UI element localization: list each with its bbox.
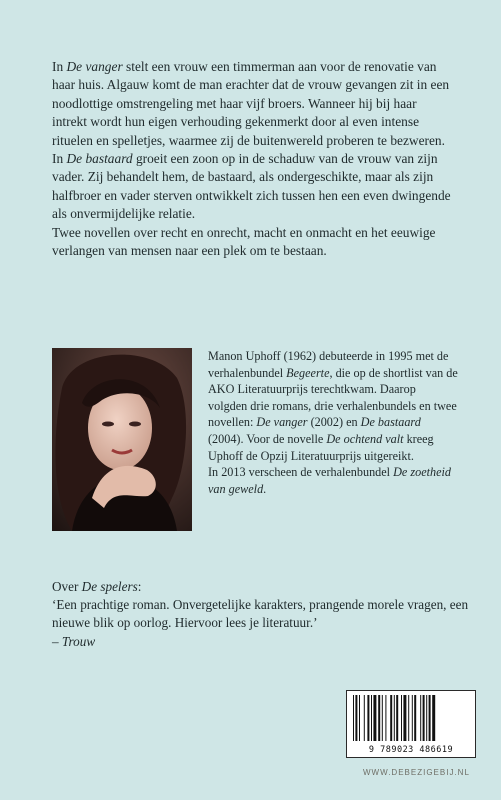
barcode-bar bbox=[371, 695, 372, 741]
text: (2002) en bbox=[307, 415, 361, 430]
text: kreeg Uphoff de Opzij Literatuurprijs uitgereikt. bbox=[208, 431, 434, 463]
blurb bbox=[52, 58, 452, 260]
text: – bbox=[52, 633, 62, 649]
quote-heading bbox=[52, 578, 472, 596]
text: (2004). Voor de novelle bbox=[208, 431, 327, 446]
barcode-bar bbox=[429, 695, 431, 741]
book-title: De zoetheid van geweld bbox=[208, 465, 451, 496]
barcode-bar bbox=[390, 695, 392, 741]
publisher-url: WWW.DEBEZIGEBIJ.NL bbox=[363, 768, 470, 777]
barcode-bar bbox=[414, 695, 416, 741]
book-title: Begeerte bbox=[286, 365, 330, 380]
barcode-bar bbox=[378, 695, 380, 741]
text: In 2013 verscheen de verhalenbundel bbox=[208, 465, 394, 480]
blurb-paragraph-de-vanger bbox=[52, 58, 452, 150]
text: , die op de shortlist van de AKO Literatuurprijs terechtkwam. Daarop volgden drie romans, drie verhalenbundels en twee novellen: bbox=[208, 365, 458, 430]
text: Manon Uphoff (1962) debuteerde in 1995 met de verhalenbundel bbox=[208, 349, 449, 380]
author-photo bbox=[52, 348, 192, 531]
book-title: De bastaard bbox=[66, 151, 133, 167]
book-title: De spelers bbox=[81, 579, 138, 594]
barcode-bar bbox=[412, 695, 413, 741]
barcode-bar bbox=[403, 695, 406, 741]
text: . bbox=[263, 481, 267, 496]
text: groeit een zoon op in de schaduw van de vrouw van zijn vader. Zij behandelt hem, de bastaard, als ondergeschikte, maar als zijn halfbroer en vader sterven ontwikkelt zich tussen hen een even dwingende als onvermijdelijke relatie. bbox=[52, 151, 451, 222]
review-quote bbox=[52, 578, 472, 651]
barcode-bar bbox=[355, 695, 357, 741]
text: Over bbox=[52, 579, 82, 594]
author-bio bbox=[208, 348, 458, 497]
barcode-bar bbox=[367, 695, 369, 741]
text: stelt een vrouw een timmerman aan voor de renovatie van haar huis. Algauw komt de man erachter dat de vrouw gevangen zit in een noodlottige omstrengeling met haar vijf broers. Wanneer hij bij haar intrekt wordt hun eigen verhouding gekenmerkt door al even intense rituelen en spelletjes, waarmee zij de buitenwereld proberen te bezweren. bbox=[52, 59, 450, 148]
source-name: Trouw bbox=[61, 633, 96, 649]
book-title: De vanger bbox=[256, 415, 308, 430]
barcode-bar bbox=[394, 695, 395, 741]
barcode-bar bbox=[364, 695, 365, 741]
barcode-bars bbox=[347, 691, 475, 743]
barcode-bar bbox=[373, 695, 376, 741]
barcode-bar bbox=[382, 695, 383, 741]
book-title: De vanger bbox=[66, 59, 123, 74]
text: In bbox=[52, 59, 67, 74]
blurb-closing: Twee novellen over recht en onrecht, macht en onmacht en het eeuwige verlangen van mensen naar een plek om te bestaan. bbox=[52, 224, 436, 259]
barcode-bar bbox=[432, 695, 435, 741]
bio-paragraph bbox=[208, 348, 458, 464]
author-portrait-image bbox=[52, 348, 192, 531]
quote-source bbox=[52, 633, 472, 651]
barcode-bar bbox=[385, 695, 386, 741]
text: : bbox=[137, 579, 142, 594]
barcode-bar bbox=[423, 695, 425, 741]
barcode-bar bbox=[408, 695, 409, 741]
barcode-bar bbox=[420, 695, 421, 741]
barcode-bar bbox=[396, 695, 398, 741]
blurb-paragraph-de-bastaard bbox=[52, 150, 452, 224]
isbn-number: 9 789023 486619 bbox=[368, 745, 454, 755]
barcode-bar bbox=[353, 695, 354, 741]
barcode-bar bbox=[359, 695, 360, 741]
bio-paragraph-2013 bbox=[208, 464, 458, 497]
book-title: De bastaard bbox=[360, 415, 421, 430]
isbn-barcode bbox=[346, 690, 476, 758]
barcode-bar bbox=[401, 695, 402, 741]
barcode-bar bbox=[426, 695, 427, 741]
quote-text: ‘Een prachtige roman. Onvergetelijke karakters, prangende morele vragen, een nieuwe blik op oorlog. Hiervoor lees je literatuur.’ bbox=[52, 597, 469, 631]
book-title: De ochtend valt bbox=[326, 431, 404, 446]
text: In bbox=[52, 151, 67, 167]
